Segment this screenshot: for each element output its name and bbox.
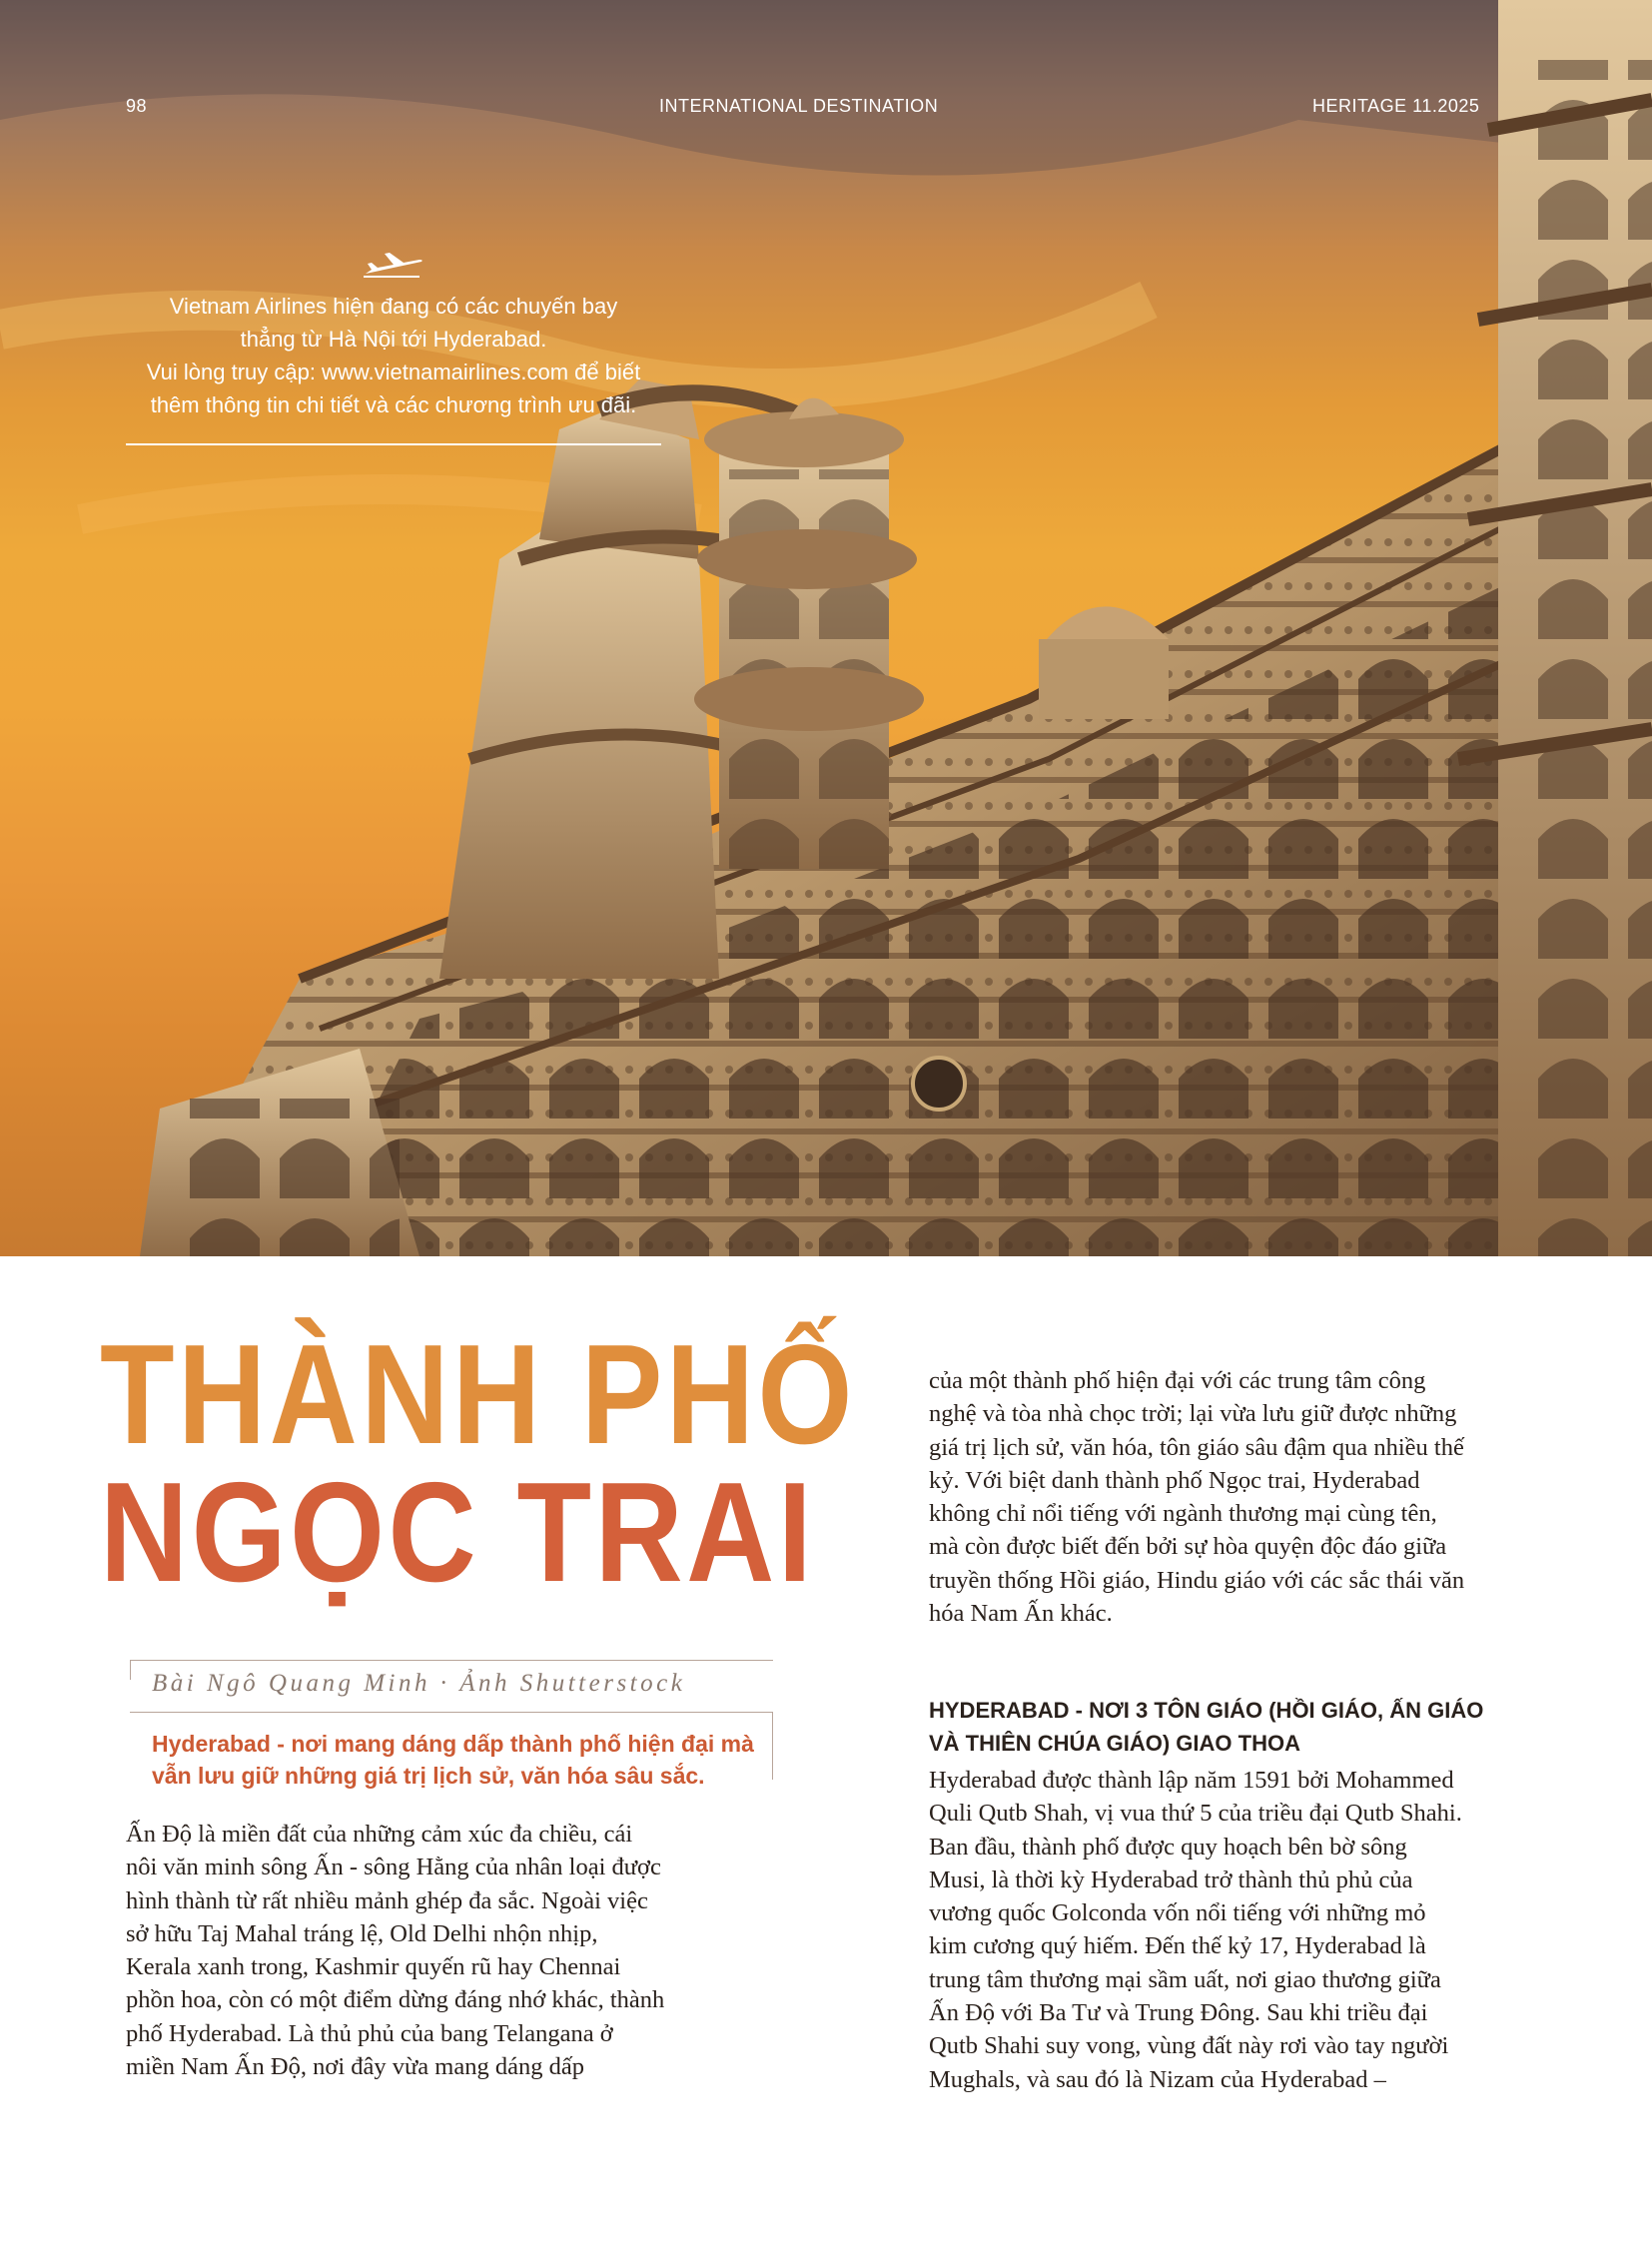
issue-label: HERITAGE 11.2025	[1312, 96, 1480, 116]
section-subheading: HYDERABAD - NƠI 3 TÔN GIÁO (HỒI GIÁO, ẤN GIÁO VÀ THIÊN CHÚA GIÁO) GIAO THOA	[929, 1698, 1484, 1756]
byline-box	[130, 1660, 773, 1789]
article-title	[100, 1315, 856, 1612]
title-line-2: NGỌC TRAI	[100, 1453, 816, 1612]
flight-info-line: thẳng từ Hà Nội tới Hyderabad.	[240, 327, 547, 352]
section-label: INTERNATIONAL DESTINATION	[659, 96, 939, 116]
byline: Bài Ngô Quang Minh · Ảnh Shutterstock	[152, 1670, 686, 1697]
flight-info-divider	[126, 443, 661, 445]
flight-info-line: Vietnam Airlines hiện đang có các chuyến bay	[169, 294, 618, 319]
divider	[130, 1712, 773, 1713]
article-lead: Hyderabad - nơi mang dáng dấp thành phố hiện đại mà vẫn lưu giữ những giá trị lịch sử, văn hóa sâu sắc.	[152, 1731, 754, 1789]
page-number: 98	[126, 96, 148, 116]
body-text-right-intro: của một thành phố hiện đại với các trung tâm công nghệ và tòa nhà chọc trời; lại vừa lưu giữ được những giá trị lịch sử, văn hóa, tôn giáo sâu đậm qua nhiều thế kỷ. Với biệt danh thành phố Ngọc trai, Hyderabad không chỉ nổi tiếng với ngành thương mại cùng tên, mà còn được biết đến bởi sự hòa quyện độc đáo giữa truyền thống Hồi giáo, Hindu giáo với các sắc thái văn hóa Nam Ấn khác.	[929, 1367, 1465, 1628]
divider	[772, 1712, 773, 1780]
divider	[130, 1660, 131, 1680]
title-line-1: THÀNH PHỐ	[100, 1315, 856, 1474]
flight-info-box	[126, 250, 661, 421]
flight-info-line: thêm thông tin chi tiết và các chương trình ưu đãi.	[150, 392, 637, 417]
flight-info-line: Vui lòng truy cập: www.vietnamairlines.com để biết	[146, 360, 641, 384]
divider	[130, 1660, 773, 1661]
airplane-icon	[364, 250, 423, 280]
body-text-left: Ấn Độ là miền đất của những cảm xúc đa chiều, cái nôi văn minh sông Ấn - sông Hằng của nhân loại được hình thành từ rất nhiều mảnh ghép đa sắc. Ngoài việc sở hữu Taj Mahal tráng lệ, Old Delhi nhộn nhịp, Kerala xanh trong, Kashmir quyến rũ hay Chennai phồn hoa, còn có một điểm dừng đáng nhớ khác, thành phố Hyderabad. Là thủ phủ của bang Telangana ở miền Nam Ấn Độ, nơi đây vừa mang dáng dấp	[126, 1821, 665, 2081]
body-text-right-history: Hyderabad được thành lập năm 1591 bởi Mohammed Quli Qutb Shah, vị vua thứ 5 của triều đại Qutb Shahi. Ban đầu, thành phố được quy hoạch bên bờ sông Musi, là thời kỳ Hyderabad trở thành thủ phủ của vương quốc Golconda vốn nổi tiếng với những mỏ kim cương quý hiếm. Đến thế kỷ 17, Hyderabad là trung tâm thương mại sầm uất, nơi giao thương giữa Ấn Độ với Ba Tư và Trung Đông. Sau khi triều đại Qutb Shahi suy vong, vùng đất này rơi vào tay người Mughals, và sau đó là Nizam của Hyderabad –	[929, 1767, 1462, 2093]
